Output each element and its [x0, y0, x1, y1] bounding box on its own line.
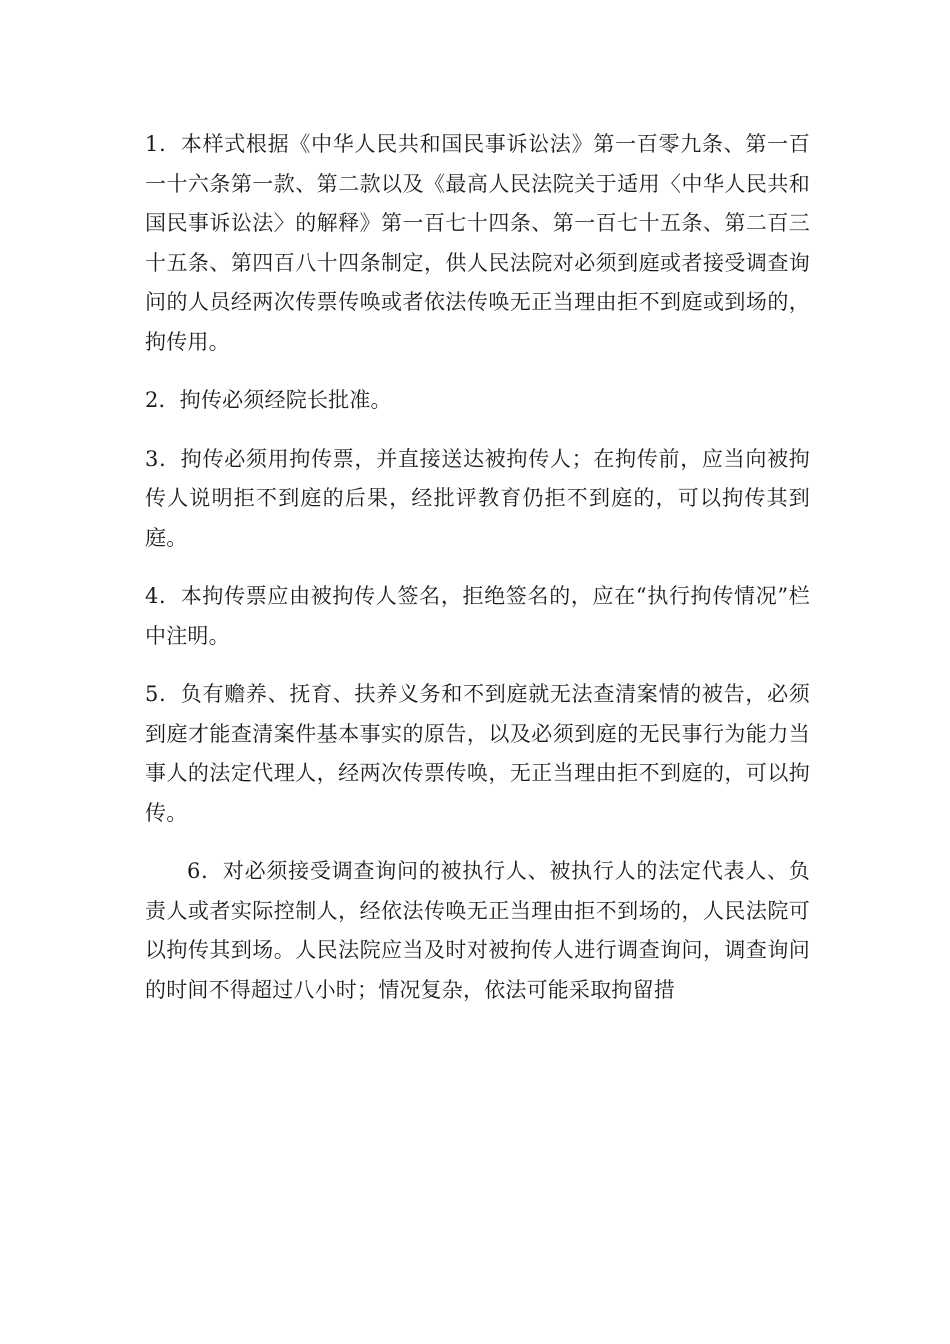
paragraph-1: 1．本样式根据《中华人民共和国民事诉讼法》第一百零九条、第一百一十六条第一款、第二款以及《最高人民法院关于适用〈中华人民共和国民事诉讼法〉的解释》第一百七十四条、第一百七十五条、第二百三十五条、第四百八十四条制定，供人民法院对必须到庭或者接受调查询问的人员经两次传票传唤或者依法传唤无正当理由拒不到庭或到场的，拘传用。 — [145, 132, 810, 354]
paragraph-6: 6．对必须接受调查询问的被执行人、被执行人的法定代表人、负责人或者实际控制人，经依法传唤无正当理由拒不到场的，人民法院可以拘传其到场。人民法院应当及时对被拘传人进行调查询问，调查询问的时间不得超过八小时；情况复杂，依法可能采取拘留措 — [145, 859, 810, 1002]
paragraph-2: 2．拘传必须经院长批准。 — [145, 388, 392, 412]
paragraph-5: 5．负有赡养、抚育、扶养义务和不到庭就无法查清案情的被告，必须到庭才能查清案件基本事实的原告，以及必须到庭的无民事行为能力当事人的法定代理人，经两次传票传唤，无正当理由拒不到庭的，可以拘传。 — [145, 682, 810, 825]
paragraph-3: 3．拘传必须用拘传票，并直接送达被拘传人；在拘传前，应当向被拘传人说明拒不到庭的后果，经批评教育仍拒不到庭的，可以拘传其到庭。 — [145, 446, 810, 550]
paragraph-4: 4．本拘传票应由被拘传人签名，拒绝签名的，应在“执行拘传情况”栏中注明。 — [145, 584, 810, 648]
document-body — [145, 125, 810, 1029]
